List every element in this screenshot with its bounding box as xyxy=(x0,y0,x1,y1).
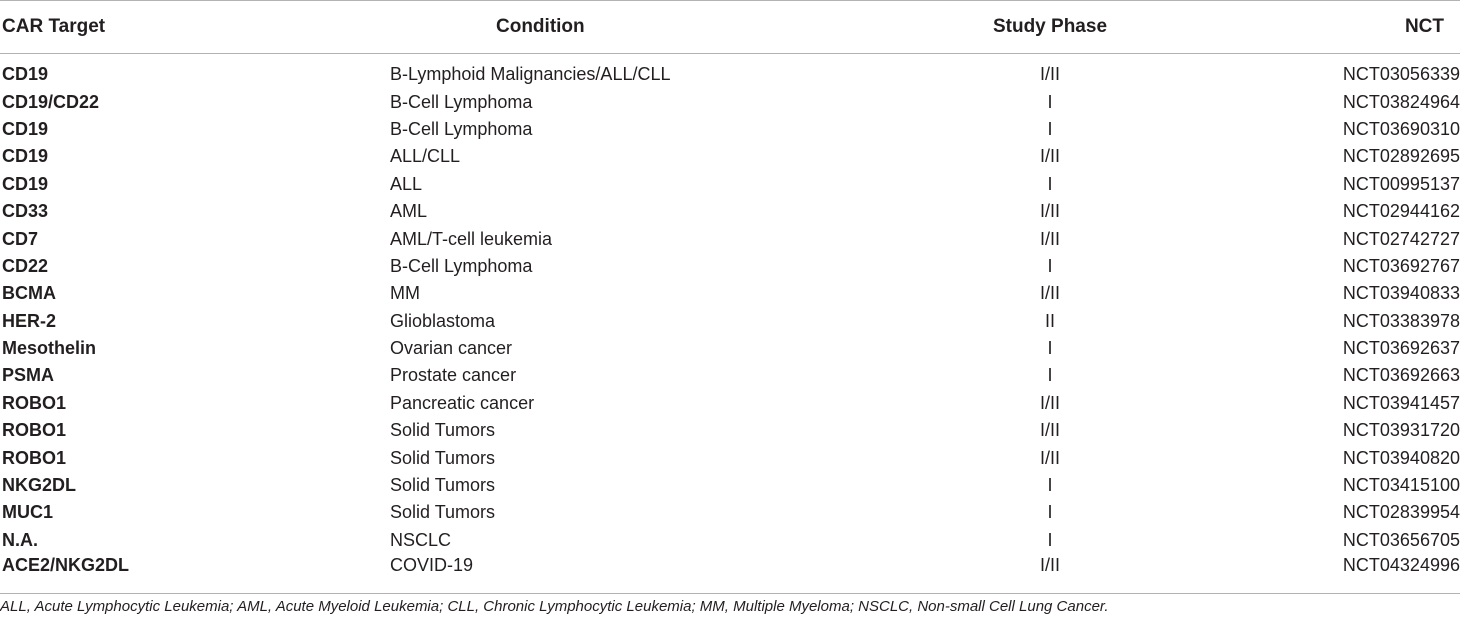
cell-nct: NCT03931720 xyxy=(1342,420,1460,441)
cell-study-phase: I/II xyxy=(1039,283,1060,304)
cell-condition: COVID-19 xyxy=(390,555,474,576)
cell-nct: NCT03690310 xyxy=(1342,118,1460,139)
cell-nct: NCT03415100 xyxy=(1342,475,1460,496)
cell-study-phase: I xyxy=(1047,91,1053,112)
table-row xyxy=(0,390,1460,417)
cell-condition: B-Lymphoid Malignancies/ALL/CLL xyxy=(390,64,671,85)
table-row xyxy=(0,171,1460,198)
cell-condition: AML/T-cell leukemia xyxy=(390,228,553,249)
cell-car-target: MUC1 xyxy=(2,502,54,523)
cell-condition: B-Cell Lymphoma xyxy=(390,118,533,139)
cell-car-target: CD33 xyxy=(2,201,49,222)
cell-study-phase: I xyxy=(1047,475,1053,496)
cell-car-target: CD7 xyxy=(2,228,39,249)
table-row xyxy=(0,253,1460,280)
cell-condition: ALL/CLL xyxy=(390,146,461,167)
cell-study-phase: I/II xyxy=(1039,392,1060,413)
cell-nct: NCT03383978 xyxy=(1342,310,1460,331)
table-header xyxy=(0,1,1460,54)
cell-nct: NCT00995137 xyxy=(1342,173,1460,194)
cell-car-target: PSMA xyxy=(2,365,55,386)
cell-study-phase: I/II xyxy=(1039,555,1060,576)
cell-condition: Solid Tumors xyxy=(390,447,496,468)
cell-condition: Solid Tumors xyxy=(390,502,496,523)
table-row xyxy=(0,280,1460,307)
table-row xyxy=(0,335,1460,362)
spacer-cell xyxy=(0,54,1460,62)
table-row xyxy=(0,444,1460,471)
table-footnote: ALL, Acute Lymphocytic Leukemia; AML, Acute Myeloid Leukemia; CLL, Chronic Lymphocytic Leukemia; MM, Multiple Myeloma; NSCLC, Non-small Cell Lung Cancer. xyxy=(0,598,1109,615)
cell-nct: NCT02742727 xyxy=(1342,228,1460,249)
cell-nct: NCT03940820 xyxy=(1342,447,1460,468)
cell-condition: Pancreatic cancer xyxy=(390,392,535,413)
cell-study-phase: I/II xyxy=(1039,146,1060,167)
cell-car-target: ROBO1 xyxy=(2,447,67,468)
cell-condition: AML xyxy=(390,201,428,222)
table-row xyxy=(0,362,1460,389)
cell-car-target: CD22 xyxy=(2,255,49,276)
cell-condition: Glioblastoma xyxy=(390,310,496,331)
cell-nct: NCT03941457 xyxy=(1342,392,1460,413)
table-bottom-rule xyxy=(0,593,1460,594)
table-row xyxy=(0,527,1460,554)
cell-study-phase: I/II xyxy=(1039,201,1060,222)
header-nct: NCT xyxy=(1254,1,1460,54)
cell-study-phase: I/II xyxy=(1039,447,1060,468)
cell-nct: NCT03692663 xyxy=(1342,365,1460,386)
cell-nct: NCT03692637 xyxy=(1342,338,1460,359)
table-row xyxy=(0,143,1460,170)
header-spacer xyxy=(0,54,1460,62)
cell-condition: ALL xyxy=(390,173,423,194)
table-row xyxy=(0,116,1460,143)
cell-car-target: N.A. xyxy=(2,529,38,550)
cell-condition: Solid Tumors xyxy=(390,475,496,496)
table-row xyxy=(0,417,1460,444)
header-row xyxy=(0,1,1460,54)
cell-study-phase: I xyxy=(1047,365,1053,386)
cell-car-target: HER-2 xyxy=(2,310,57,331)
header-study-phase: Study Phase xyxy=(786,1,1254,54)
cell-nct: NCT03656705 xyxy=(1342,529,1460,550)
cell-nct: NCT03692767 xyxy=(1342,255,1460,276)
cell-car-target: BCMA xyxy=(2,283,56,304)
cell-study-phase: I xyxy=(1047,255,1053,276)
cell-nct: NCT02892695 xyxy=(1342,146,1460,167)
header-car-target: CAR Target xyxy=(0,1,388,54)
cell-car-target: ACE2/NKG2DL xyxy=(2,555,130,576)
cell-study-phase: I xyxy=(1047,338,1053,359)
cell-condition: Solid Tumors xyxy=(390,420,496,441)
cell-car-target: ROBO1 xyxy=(2,392,67,413)
table-body xyxy=(0,54,1460,582)
cell-condition: B-Cell Lymphoma xyxy=(390,255,533,276)
cell-nct: NCT03940833 xyxy=(1342,283,1460,304)
table-row xyxy=(0,554,1460,581)
cell-study-phase: I/II xyxy=(1039,64,1060,85)
cell-condition: Prostate cancer xyxy=(390,365,517,386)
cell-car-target: CD19 xyxy=(2,173,49,194)
cell-car-target: CD19 xyxy=(2,146,49,167)
table-row xyxy=(0,472,1460,499)
cell-nct: NCT03056339 xyxy=(1342,64,1460,85)
table-row xyxy=(0,198,1460,225)
cell-car-target: CD19 xyxy=(2,64,49,85)
cell-nct: NCT02944162 xyxy=(1342,201,1460,222)
table-row xyxy=(0,61,1460,88)
cell-car-target: Mesothelin xyxy=(2,338,97,359)
cell-study-phase: I xyxy=(1047,118,1053,139)
table-row xyxy=(0,225,1460,252)
cell-study-phase: I xyxy=(1047,502,1053,523)
cell-condition: NSCLC xyxy=(390,529,452,550)
table-row xyxy=(0,88,1460,115)
cell-condition: Ovarian cancer xyxy=(390,338,513,359)
cell-condition: MM xyxy=(390,283,420,304)
table-row xyxy=(0,499,1460,526)
table-row xyxy=(0,308,1460,335)
cell-study-phase: I xyxy=(1047,173,1053,194)
cell-nct: NCT03824964 xyxy=(1342,91,1460,112)
cell-car-target: CD19/CD22 xyxy=(2,91,100,112)
cell-car-target: CD19 xyxy=(2,118,49,139)
cell-car-target: NKG2DL xyxy=(2,475,77,496)
cell-study-phase: I/II xyxy=(1039,420,1060,441)
cell-study-phase: II xyxy=(1044,310,1055,331)
header-condition: Condition xyxy=(388,1,786,54)
cell-car-target: ROBO1 xyxy=(2,420,67,441)
cell-study-phase: I xyxy=(1047,529,1053,550)
cell-study-phase: I/II xyxy=(1039,228,1060,249)
cell-nct: NCT02839954 xyxy=(1342,502,1460,523)
cell-nct: NCT04324996 xyxy=(1342,555,1460,576)
cell-condition: B-Cell Lymphoma xyxy=(390,91,533,112)
